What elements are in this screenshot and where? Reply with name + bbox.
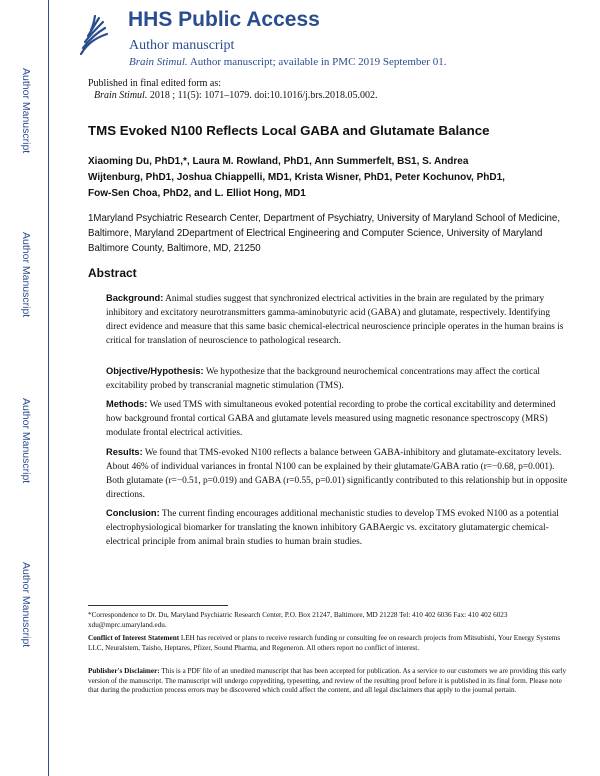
coi-text: LEH has received or plans to receive research funding or consulting fee on research projects from Mitsubishi, Your Energy Systems LLC, Neuralstem, Taisho, Heptares, Pfizer, Sound Pharma, and Regeneron. All others report no conflict of interest. — [88, 634, 561, 652]
publisher-disclaimer-footnote — [88, 667, 568, 696]
published-in-label: Published in final edited form as: — [88, 78, 222, 89]
citation-line — [94, 90, 378, 102]
sidebar-label-author-manuscript: Author Manuscript — [20, 562, 32, 648]
footnote-divider — [88, 605, 228, 606]
background-text: Animal studies suggest that synchronized electrical activities in the brain are regulated by the primary inhibitory and excitatory neurotransmitters gamma-aminobutyric acid (GABA) and glutamate, respectively. Identifying direct evidence and measure that this same basic chemical-electrical neuroscience principle operates in the human brains is critical for translation of neuroscience to pathological research. — [106, 294, 564, 346]
disclaimer-label: Publisher's Disclaimer: — [88, 667, 160, 675]
abstract-results — [106, 445, 568, 502]
hhs-eagle-logo-icon — [77, 14, 111, 58]
conclusion-text: The current finding encourages additional mechanistic studies to develop TMS evoked N100 as a potential electrophysiological biomarker for translating the known inhibitory GABAergic vs. excitatory glutamatergic chemical-electrical principle from animal brain studies to human brain studies. — [106, 509, 559, 547]
results-text: We found that TMS-evoked N100 reflects a balance between GABA-inhibitory and glutamate-excitatory levels. About 46% of individual variances in frontal N100 can be explained by their glutamate/GABA ratio (r=−0.68, p=0.001). Both glutamate (r=−0.51, p=0.019) and GABA (r=0.55, p=0.01) significantly contributed to this relationship but in opposite directions. — [106, 448, 568, 500]
availability-line — [129, 56, 446, 68]
coi-label: Conflict of Interest Statement — [88, 634, 180, 642]
abstract-methods — [106, 397, 568, 440]
author-line: Xiaoming Du, PhD1,*, Laura M. Rowland, PhD1, Ann Summerfelt, BS1, S. Andrea — [88, 156, 469, 167]
abstract-heading: Abstract — [88, 266, 137, 280]
citation-text: 2018 ; 11(5): 1071–1079. doi:10.1016/j.brs.2018.05.002. — [149, 90, 378, 101]
methods-text: We used TMS with simultaneous evoked potential recording to probe the cortical excitability and determined how background frontal cortical GABA and glutamate levels measured using magnetic resonance spectroscopy (MRS) modulate frontal electrical activities. — [106, 400, 556, 438]
correspondence-footnote: *Correspondence to Dr. Du, Maryland Psychiatric Research Center, P.O. Box 21247, Baltimore, MD 21228 Tel: 410 402 6036 Fax: 410 402 6023 xdu@mprc.umaryland.edu. — [88, 611, 508, 629]
conclusion-label: Conclusion: — [106, 508, 160, 518]
methods-label: Methods: — [106, 399, 148, 409]
citation-journal: Brain Stimul. — [94, 90, 148, 101]
abstract-background — [106, 291, 568, 348]
article-title: TMS Evoked N100 Reflects Local GABA and Glutamate Balance — [88, 123, 490, 138]
hhs-public-access-title: HHS Public Access — [128, 8, 320, 31]
sidebar-label-author-manuscript: Author Manuscript — [20, 68, 32, 154]
author-line: Wijtenburg, PhD1, Joshua Chiappelli, MD1, Krista Wisner, PhD1, Peter Kochunov, PhD1, — [88, 172, 505, 183]
author-manuscript-subtitle: Author manuscript — [129, 38, 235, 53]
background-label: Background: — [106, 293, 164, 303]
results-label: Results: — [106, 447, 143, 457]
conflict-of-interest-footnote — [88, 634, 568, 653]
author-list — [88, 154, 558, 202]
sidebar-label-author-manuscript: Author Manuscript — [20, 398, 32, 484]
abstract-objective — [106, 364, 568, 393]
sidebar-label-author-manuscript: Author Manuscript — [20, 232, 32, 318]
sidebar-divider — [48, 0, 49, 776]
affiliations: 1Maryland Psychiatric Research Center, Department of Psychiatry, University of Maryland School of Medicine, Baltimore, Maryland 2Department of Electrical Engineering and Computer Science, University of Maryland Baltimore County, Baltimore, MD, 21250 — [88, 213, 561, 254]
abstract-conclusion — [106, 506, 568, 549]
journal-name: Brain Stimul. — [129, 56, 188, 68]
disclaimer-text: This is a PDF file of an unedited manuscript that has been accepted for publication. As a service to our customers we are providing this early version of the manuscript. The manuscript will undergo copyediting, typesetting, and review of the resulting proof before it is published in its final form. Please note that during the production process errors may be discovered which could affect the content, and all legal disclaimers that apply to the journal pertain. — [88, 667, 567, 694]
author-line: Fow-Sen Choa, PhD2, and L. Elliot Hong, MD1 — [88, 188, 306, 199]
objective-text: We hypothesize that the background neurochemical concentrations may affect the cortical excitability probed by transcranial magnetic stimulation (TMS). — [106, 367, 540, 391]
objective-label: Objective/Hypothesis: — [106, 366, 204, 376]
availability-text: Author manuscript; available in PMC 2019 September 01. — [189, 56, 447, 68]
publication-info — [88, 78, 378, 102]
